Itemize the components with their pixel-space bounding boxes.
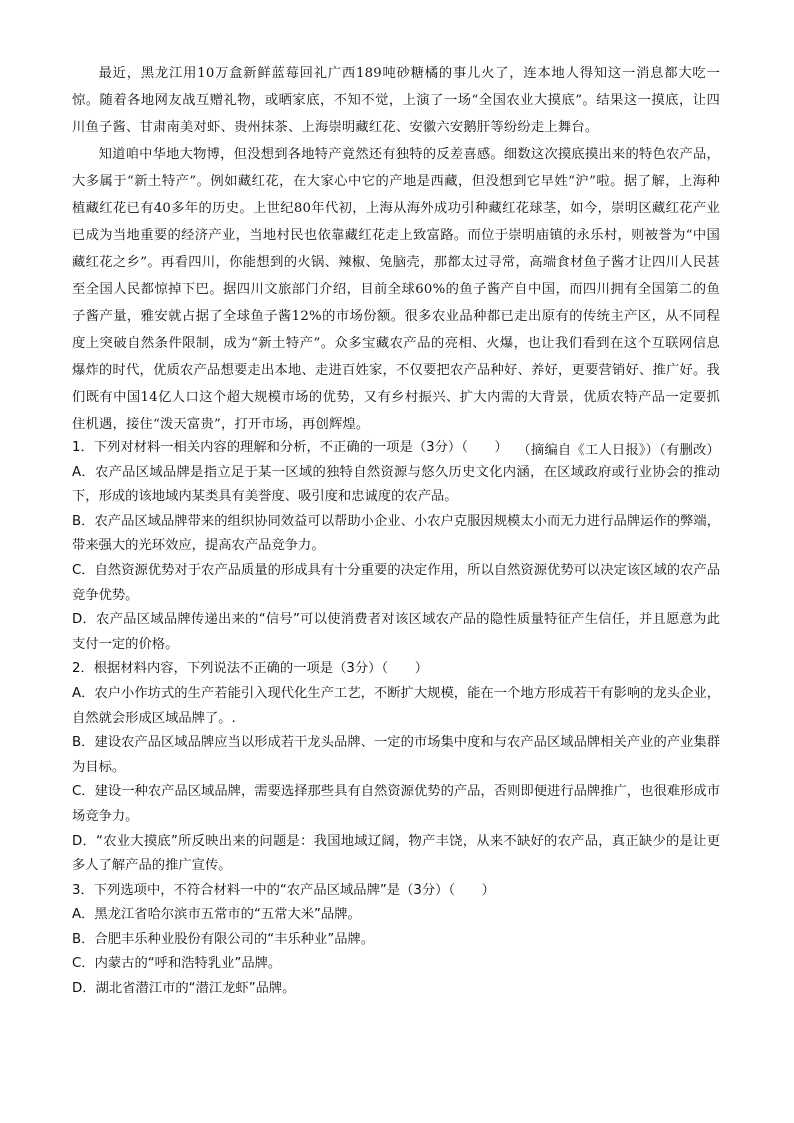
question-option-b: B．合肥丰乐种业股份有限公司的“丰乐种业”品牌。 [72, 931, 375, 947]
passage-source: （摘编自《工人日报》）（有删改） [517, 443, 720, 458]
question-stem: 2．根据材料内容，下列说法不正确的一项是（3分）（ ） [72, 661, 428, 677]
question-option-c: C．自然资源优势对于农产品质量的形成具有十分重要的决定作用，所以自然资源优势可以决定该区域的农产品竞争优势。 [72, 562, 720, 603]
question-option-d: D．农产品区域品牌传递出来的“信号”可以使消费者对该区域农产品的隐性质量特征产生信任，并且愿意为此支付一定的价格。 [72, 612, 720, 652]
question-list [72, 436, 720, 1002]
reading-passage [72, 60, 720, 464]
question-option-b: B．建设农产品区域品牌应当以形成若干龙头品牌、一定的市场集中度和与农产品区域品牌相关产业的产业集群为目标。 [72, 735, 720, 775]
question-option-b: B．农产品区域品牌带来的组织协同效益可以帮助小企业、小农户克服因规模太小而无力进行品牌运作的弊端，带来强大的光环效应，提高农产品竞争力。 [72, 513, 720, 554]
question-option-a: A．黑龙江省哈尔滨市五常市的“五常大米”品牌。 [72, 907, 361, 923]
question-stem: 3．下列选项中，不符合材料一中的“农产品区域品牌”是（3分）（ ） [72, 882, 495, 898]
question-option-d: D．湖北省潜江市的“潜江龙虾”品牌。 [72, 981, 296, 997]
question-stem: 1．下列对材料一相关内容的理解和分析，不正确的一项是（3分）（ ） [72, 440, 508, 455]
question-option-c: C．建设一种农产品区域品牌，需要选择那些具有自然资源优势的产品，否则即便进行品牌推广，也很难形成市场竞争力。 [72, 784, 720, 824]
question-option-a: A．农产品区域品牌是指立足于某一区域的独特自然资源与悠久历史文化内涵，在区域政府或行业协会的推动下，形成的该地域内某类具有美誉度、吸引度和忠诚度的农产品。 [72, 464, 720, 505]
passage-paragraph-2: 知道咱中华地大物博，但没想到各地特产竟然还有独特的反差喜感。细数这次摸底摸出来的特色农产品，大多属于“新土特产”。例如藏红花，在大家心中它的产地是西藏，但没想到它早姓“沪”啦。据了解，上海种植藏红花已有40多年的历史。上世纪80年代初，上海从海外成功引种藏红花球茎，如今，崇明区藏红花产业已成为当地重要的经济产业，当地村民也依靠藏红花走上致富路。而位于崇明庙镇的永乐村，则被誉为“中国藏红花之乡”。再看四川，你能想到的火锅、辣椒、兔脑壳，那都太过寻常，高端食材鱼子酱才让四川人民甚至全国人民都惊掉下巴。据四川文旅部门介绍，目前全球60%的鱼子酱产自中国，而四川拥有全国第二的鱼子酱产量，雅安就占据了全球鱼子酱12%的市场份额。很多农业品种都已走出原有的传统主产区，从不同程度上突破自然条件限制，成为“新土特产”。众多宝藏农产品的亮相、火爆，也让我们看到在这个互联网信息爆炸的时代，优质农产品想要走出本地、走进百姓家，不仅要把农产品种好、养好，更要营销好、推广好。我们既有中国14亿人口这个超大规模市场的优势，又有乡村振兴、扩大内需的大背景，优质农特产品一定要抓住机遇，接住“泼天富贵”，打开市场，再创辉煌。 [72, 147, 720, 432]
question-1 [72, 436, 720, 657]
question-3 [72, 879, 720, 1002]
passage-paragraph-1: 最近，黑龙江用10万盒新鲜蓝莓回礼广西189吨砂糖橘的事儿火了，连本地人得知这一消息都大吃一惊。随着各地网友战互赠礼物，或晒家底，不知不觉，上演了一场“全国农业大摸底”。结果这一摸底，让四川鱼子酱、甘肃南美对虾、贵州抹茶、上海崇明藏红花、安徽六安鹅肝等纷纷走上舞台。 [72, 66, 720, 135]
question-option-d: D．“农业大摸底”所反映出来的问题是：我国地域辽阔，物产丰饶，从来不缺好的农产品，真正缺少的是让更多人了解产品的推广宣传。 [72, 833, 720, 874]
question-option-a: A．农户小作坊式的生产若能引入现代化生产工艺，不断扩大规模，能在一个地方形成若干有影响的龙头企业，自然就会形成区域品牌了。. [72, 685, 720, 726]
question-2 [72, 657, 720, 878]
question-option-c: C．内蒙古的“呼和浩特乳业”品牌。 [72, 956, 282, 972]
